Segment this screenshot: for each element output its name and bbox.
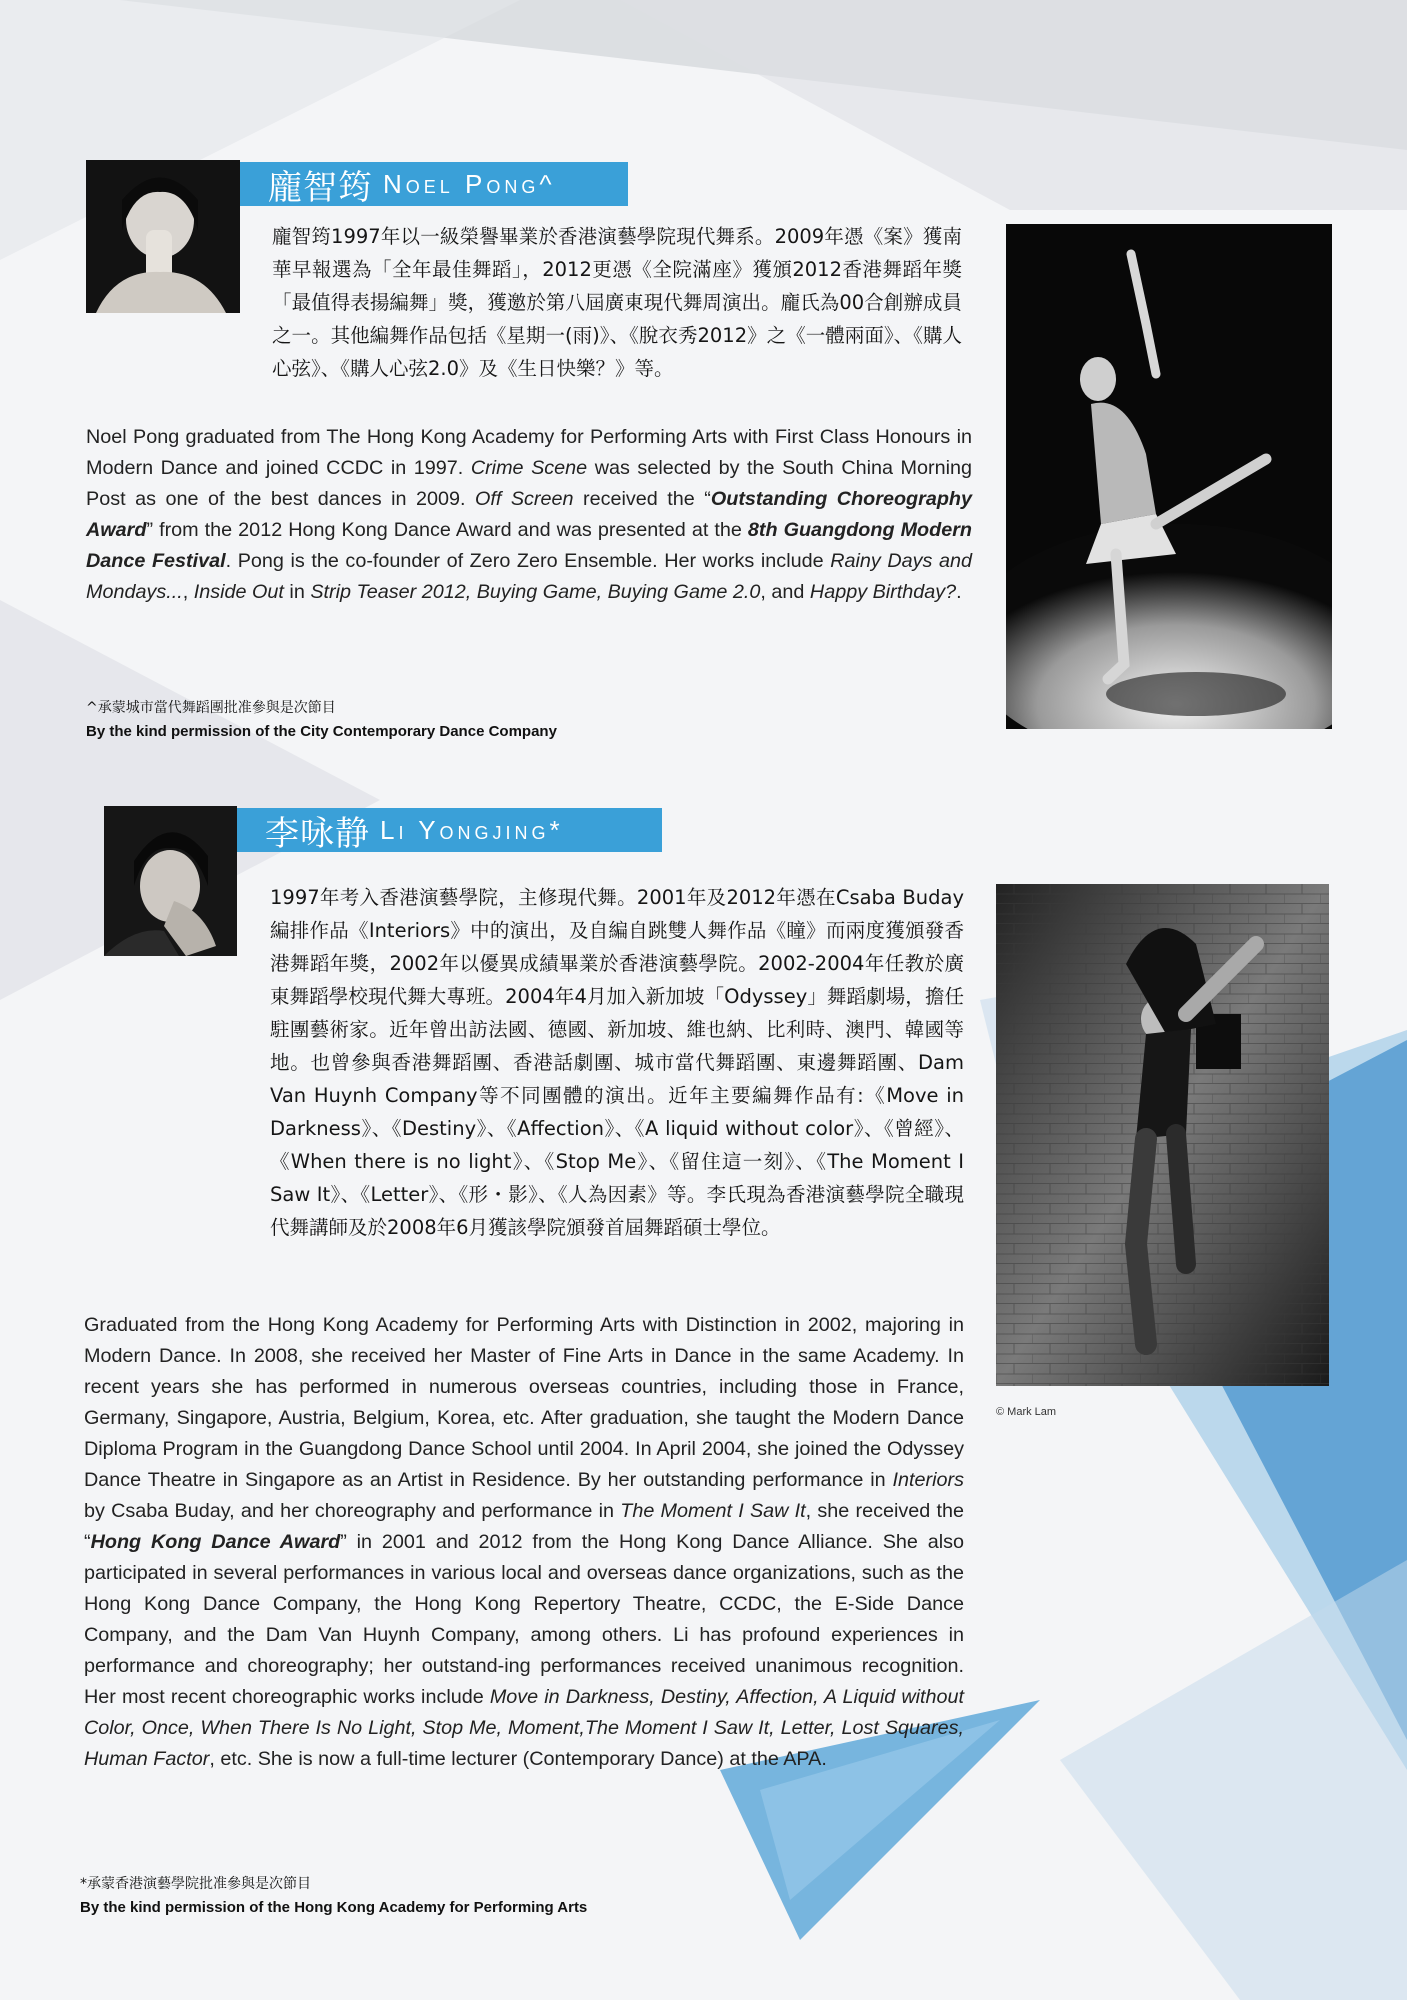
bio-text-run: Happy Birthday? [809,581,957,603]
bio-text-run: Graduated from the Hong Kong Academy for Performing Arts with Distinction in 2002, majoring in Modern Dance. In 2008, she received her Master of Fine Arts in Dance in the same Academy. In recent years she has performed in numerous overseas countries, including those in France, Germany, Singapore, Austria, Belgium, Korea, etc. After graduation, she taught the Modern Dance Diploma Program in the Guangdong Dance School until 2004. In April 2004, she joined the Odyssey Dance Theatre in Singapore as an Artist in Residence. By her outstanding performance in [84,1314,964,1491]
bio-text-run: Off Screen [474,488,574,510]
noel-name-chinese: 龐智筠 [268,167,373,208]
bio-text-run: Strip Teaser 2012, Buying Game, Buying Game 2.0 [310,581,761,603]
bio-text-run: ” in 2001 and 2012 from the Hong Kong Dance Alliance. She also participated in several performances in various local and overseas dance organizations, such as the Hong Kong Dance Company, the Hong Kong Repertory Theatre, CCDC, the E-Side Dance Company, and the Dam Van Huynh Company, among others. Li has profound experiences in performance and choreography; her outstand-ing performances received unanimous recognition. Her most recent choreographic works include [84,1531,964,1708]
li-name-chinese: 李咏静 [265,813,370,854]
li-footnote [80,1872,840,1920]
bio-text-run: Inside Out [193,581,284,603]
bio-text-run: was selected by the South China Morning Post as one of the best dances in 2009. [86,457,972,510]
noel-portrait-photo [86,160,240,313]
bio-text-run: , she received the “ [84,1500,964,1553]
bio-text-run: . Pong is the co-founder of Zero Zero Ensemble. Her works include [225,550,831,572]
bio-text-run: ” from the 2012 Hong Kong Dance Award and was presented at the [146,519,748,541]
noel-footnote-chinese: ^承蒙城市當代舞蹈團批准參與是次節目 [86,700,336,716]
bio-text-run: , etc. She is now a full-time lecturer (Contemporary Dance) at the APA. [209,1748,827,1770]
li-photo-credit: © Mark Lam [996,1406,1057,1418]
noel-dance-photo [1006,224,1332,729]
bio-text-run: Rainy Days and Mondays... [86,550,972,603]
li-bio-chinese: 1997年考入香港演藝學院，主修現代舞。2001年及2012年憑在Csaba Buday編排作品《Interiors》中的演出，及自編自跳雙人舞作品《瞳》而兩度獲頒發香港舞蹈年獎，2002年以優異成績畢業於香港演藝學院。2002-2004年任教於廣東舞蹈學校現代舞大專班。2004年4月加入新加坡「Odyssey」舞蹈劇場，擔任駐團藝術家。近年曾出訪法國、德國、新加坡、維也納、比利時、澳門、韓國等地。也曾參與香港舞蹈團、香港話劇團、城市當代舞蹈團、東邊舞蹈團、Dam Van Huynh Company等不同團體的演出。近年主要編舞作品有:《Move in Darkness》、《Destiny》、《Affection》、《A liquid without color》、《曾經》、《When there is no light》、《Stop Me》、《留住這一刻》、《The Moment I Saw It》、《Letter》、《形・影》、《人為因素》等。李氏現為香港演藝學院全職現代舞講師及於2008年6月獲該學院頒發首屆舞蹈碩士學位。 [270,886,964,1239]
bio-text-run: Outstanding Choreography Award [86,488,972,541]
noel-bio-chinese: 龐智筠1997年以一級榮譽畢業於香港演藝學院現代舞系。2009年憑《案》獲南華早報選為「全年最佳舞蹈」，2012更憑《全院滿座》獲頒2012香港舞蹈年獎「最值得表揚編舞」獎，獲邀於第八屆廣東現代舞周演出。龐氏為00合創辦成員之一。其他編舞作品包括《星期一(雨)》、《脫衣秀2012》之《一體兩面》、《購人心弦》、《購人心弦2.0》及《生日快樂？》等。 [272,225,962,380]
noel-bio-english [86,422,972,608]
bio-text-run: Move in Darkness, Destiny, Affection, A Liquid without Color, Once, When There Is No Light, Stop Me, Moment,The Moment I Saw It, Letter, Lost Squares, Human Factor [84,1686,964,1770]
bio-text-run: The Moment I Saw It [620,1500,806,1522]
bio-text-run: Noel Pong graduated from The Hong Kong Academy for Performing Arts with First Class Honours in Modern Dance and joined CCDC in 1997. [86,426,972,479]
bio-text-run: , and [760,581,810,603]
bio-text-run: Interiors [892,1469,964,1491]
bio-text-run: Crime Scene [470,457,588,479]
li-name-english: Li Yongjing* [380,814,564,845]
noel-footnote [86,696,786,744]
bio-text-run: . [956,581,962,603]
li-footnote-chinese: *承蒙香港演藝學院批准參與是次節目 [80,1876,311,1892]
bio-text-run: Hong Kong Dance Award [90,1531,341,1553]
bio-text-run: 8th Guangdong Modern Dance Festival [86,519,972,572]
bio-text-run: by Csaba Buday, and her choreography and performance in [84,1500,621,1522]
li-bio-english [84,1310,964,1775]
noel-name-english: Noel Pong^ [383,168,556,199]
noel-name-banner [240,162,628,206]
li-dance-photo [996,884,1329,1386]
li-footnote-english: By the kind permission of the Hong Kong Academy for Performing Arts [80,1899,588,1916]
bio-text-run: received the “ [573,488,711,510]
li-portrait-photo [104,806,237,956]
noel-footnote-english: By the kind permission of the City Contemporary Dance Company [86,723,557,740]
bio-text-run: , [182,581,194,603]
bio-text-run: in [283,581,311,603]
li-name-banner [237,808,662,852]
